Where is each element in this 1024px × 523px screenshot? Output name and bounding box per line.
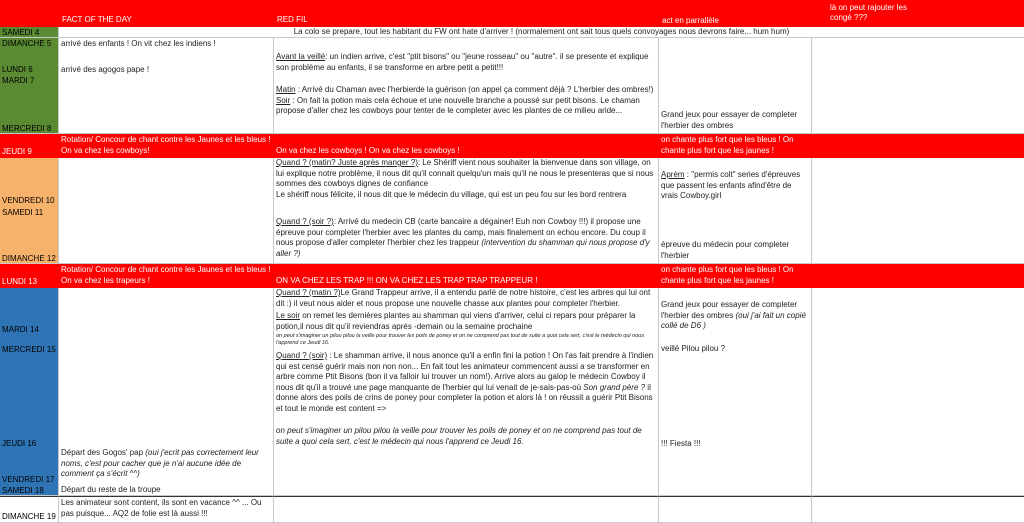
week3-parallel-cell[interactable]: [659, 288, 812, 496]
fact-text: arrivé des agogos pape !: [61, 65, 150, 74]
parallel-text: on chante plus fort que les bleus ! On chante plus fort que les jaunes !: [661, 135, 794, 155]
jeudi9-red-cell[interactable]: [274, 134, 659, 158]
lundi13-red-cell[interactable]: [274, 264, 659, 288]
red-paragraph: Quand ? (matin ?)Le Grand Trappeur arrive, il a entendu parlé de notre histoire, c'est les arbres qui lui ont dit :) il veut nous aider et nous propose une nouvelle chasse aux plantes pour completer l'herbier.: [276, 288, 651, 308]
dimanche19-extra-cell[interactable]: [812, 496, 1024, 523]
parallel-text: Aprèm : "permis colt" series d'épreuves que passent les enfants afind'être de vrais Cowboy.girl: [661, 170, 801, 200]
parallel-text: Grand jeux pour essayer de completer l'herbier des ombres (oui j'ai fait un copié collé de D6 ): [661, 300, 806, 330]
header-fact-cell[interactable]: [59, 0, 274, 27]
red-italic-note: on peut s'imaginer un pilou pilou la veille pour trouver les poils de poney et on ne comprend pas tout de suite a quoi cela sert, c'est le médecin qui nous l'apprend ce Jeudi 16.: [276, 426, 642, 446]
lundi13-extra-cell[interactable]: [812, 264, 1024, 288]
week2-parallel-cell[interactable]: [659, 158, 812, 264]
red-paragraph: Le soir on remet les dernières plantes au shamman qui viens d'arriver, celui ci repars pour préparer la potion,il nous dit qu'il reviendras aprés -demain ou la semaine prochaine: [276, 311, 636, 331]
header-red: RED FIL: [277, 15, 308, 24]
header-red-cell[interactable]: [274, 0, 659, 27]
day-label: DIMANCHE 5: [2, 39, 52, 48]
week3-red-cell[interactable]: [274, 288, 659, 496]
header-parallel-cell[interactable]: [659, 0, 812, 27]
jeudi9-fact-cell[interactable]: [59, 134, 274, 158]
week2-red-cell[interactable]: [274, 158, 659, 264]
dimanche19-parallel-cell[interactable]: [659, 496, 812, 523]
red-paragraph: Matin : Arrivé du Chaman avec l'herbierde la guérison (on appel ça comment déjà ? L'herbier des ombres!) Soir : On fait la potion mais cela échoue et une nouvelle branche a poussé sur petit bisons. Le chaman propose d'aller chez les cowboys pour tenter de le completer avec les plantes de ce milieu aride...: [276, 85, 654, 115]
red-paragraph: Avant la veillé: un indien arrive, c'est "ptit bisons" ou "jeune rosseau" ou "autre". il se presente et explique son problème au enfants, il se transforme en arbre petit a petit!!!: [276, 52, 649, 72]
day-label: SAMEDI 11: [2, 208, 44, 217]
parallel-text: veillé Pilou pilou ?: [661, 344, 726, 353]
day-cell-week1[interactable]: [0, 38, 59, 134]
fact-text: Rotation/ Concour de chant contre les Jaunes et les bleus ! On va chez les trapeurs !: [61, 265, 271, 285]
parallel-text: !!! Fiesta !!!: [661, 439, 701, 448]
red-text: ON VA CHEZ LES TRAP !!! ON VA CHEZ LES TRAP TRAP TRAPPEUR !: [276, 276, 538, 285]
day-label: MERCREDI 8: [2, 124, 52, 133]
day-label: MARDI 14: [2, 325, 39, 334]
parallel-text: épreuve du médecin pour completer l'herbier: [661, 240, 790, 260]
fact-text: Les animateur sont content, ils sont en vacance ^^ ... Ou pas puisque... AQ2 de folie est là aussi !!!: [61, 498, 262, 518]
week1-red-cell[interactable]: [274, 38, 659, 134]
red-text: On va chez les cowboys ! On va chez les cowboys !: [276, 146, 460, 155]
week2-extra-cell[interactable]: [812, 158, 1024, 264]
red-small-note: on peut s'imaginer un pilou pilou la veille pour trouver les poils de poney et on ne comprend pas tout de suite a quoi cela sert, c'est le médecin qui nous l'apprend ce Jeudi 16.: [276, 333, 645, 346]
day-label: SAMEDI 18: [2, 486, 44, 495]
red-paragraph: Quand ? (matin? Juste après manger ?): Le Shériff vient nous souhaiter la bienvenue dans son village, on lui explique notre problème, il nous dit qu'il connait quelqu'un mais qu'il ne nous le presenteras que si nous sommes des cowboys dignes de confiance Le shériff nous félicite, il nous dit que le médecin du village, qui est un peu fou sur les bord rentrera: [276, 158, 654, 199]
fact-text: Départ des Gogos' pap (oui j'ecrit pas correctement leur noms, c'est pour cacher que je n'ai aucune idée de comment ça s'écrit ^^): [61, 448, 259, 478]
day-label: LUNDI 13: [2, 277, 38, 286]
lundi13-parallel-cell[interactable]: [659, 264, 812, 288]
week1-parallel-cell[interactable]: [659, 38, 812, 134]
fact-text: arrivé des enfants ! On vit chez les indiens !: [61, 39, 216, 48]
header-parallel: act en parrallèle: [662, 16, 719, 25]
day-label: LUNDI 6: [2, 65, 33, 74]
day-cell-lundi13[interactable]: [0, 264, 59, 288]
jeudi9-parallel-cell[interactable]: [659, 134, 812, 158]
samedi4-text-cell[interactable]: [59, 27, 1024, 38]
fact-text: Rotation/ Concour de chant contre les Jaunes et les bleus ! On va chez les cowboys!: [61, 135, 271, 155]
day-label: SAMEDI 4: [2, 28, 40, 37]
day-cell-jeudi9[interactable]: [0, 134, 59, 158]
day-label: JEUDI 16: [2, 439, 37, 448]
week3-extra-cell[interactable]: [812, 288, 1024, 496]
day-label: DIMANCHE 12: [2, 254, 56, 263]
fact-text: Départ du reste de la troupe: [61, 485, 161, 494]
day-label: MERCREDI 15: [2, 345, 56, 354]
red-paragraph: Quand ? (soir ?): Arrivé du medecin CB (carte bancaire a dégainer! Euh non Cowboy !!!) il propose une épreuve pour completer l'herbier avec les plantes du camp, mais finalement on echou encore. Du coup il nous propose d'aller completer l'herbier chez les trappeur (intervention du shamman qui nous propose d'y aller ?): [276, 217, 650, 258]
samedi4-text: La colo se prepare, tout les habitant du FW ont hate d'arriver ! (normalement ont sait tous quels convoyages nous devrons faire... hum hum): [293, 27, 790, 36]
day-label: VENDREDI 17: [2, 475, 55, 484]
header-fact: FACT OF THE DAY: [62, 15, 132, 24]
jeudi9-extra-cell[interactable]: [812, 134, 1024, 158]
dimanche19-fact-cell[interactable]: [59, 496, 274, 523]
day-cell-dimanche19[interactable]: [0, 496, 59, 523]
parallel-text: on chante plus fort que les bleus ! On chante plus fort que les jaunes !: [661, 265, 794, 285]
red-paragraph: Quand ? (soir) : Le shamman arrive, il nous anonce qu'il a enfin fini la potion ! On l'as fait prendre à l'indien qui est censé guérir mais non non non... En fait tout les animateur commencent aussi a se transformer en arbre comme Ptit Bisons (bon il va falloir lui trouver un nom!). Arrive alors au galop le médecin Cowboy il nous dit qu'il a trouvé une page manquante de l'herbier qui lui venait de je-sais-pas-où Son grand père ? il donne alors des poils de crins de poney pour completer la potion et alors là ! on réussit a guérir Ptit Bisons et tout le monde est content =>: [276, 351, 654, 413]
header-day-cell[interactable]: [0, 0, 59, 27]
lundi13-fact-cell[interactable]: [59, 264, 274, 288]
week2-fact-cell[interactable]: [59, 158, 274, 264]
day-cell-week2[interactable]: [0, 158, 59, 264]
dimanche19-red-cell[interactable]: [274, 496, 659, 523]
week3-fact-cell[interactable]: [59, 288, 274, 496]
week1-extra-cell[interactable]: [812, 38, 1024, 134]
week1-fact-cell[interactable]: [59, 38, 274, 134]
header-extra-cell[interactable]: [812, 0, 1024, 27]
parallel-text: Grand jeux pour essayer de completer l'herbier des ombres: [661, 110, 798, 130]
day-cell-week3[interactable]: [0, 288, 59, 496]
day-label: JEUDI 9: [2, 147, 32, 156]
day-label: VENDREDI 10: [2, 196, 55, 205]
day-label: MARDI 7: [2, 76, 35, 85]
header-extra: là on peut rajouter les congé ???: [830, 3, 907, 22]
day-cell-samedi4[interactable]: [0, 27, 59, 38]
day-label: DIMANCHE 19: [2, 512, 56, 521]
